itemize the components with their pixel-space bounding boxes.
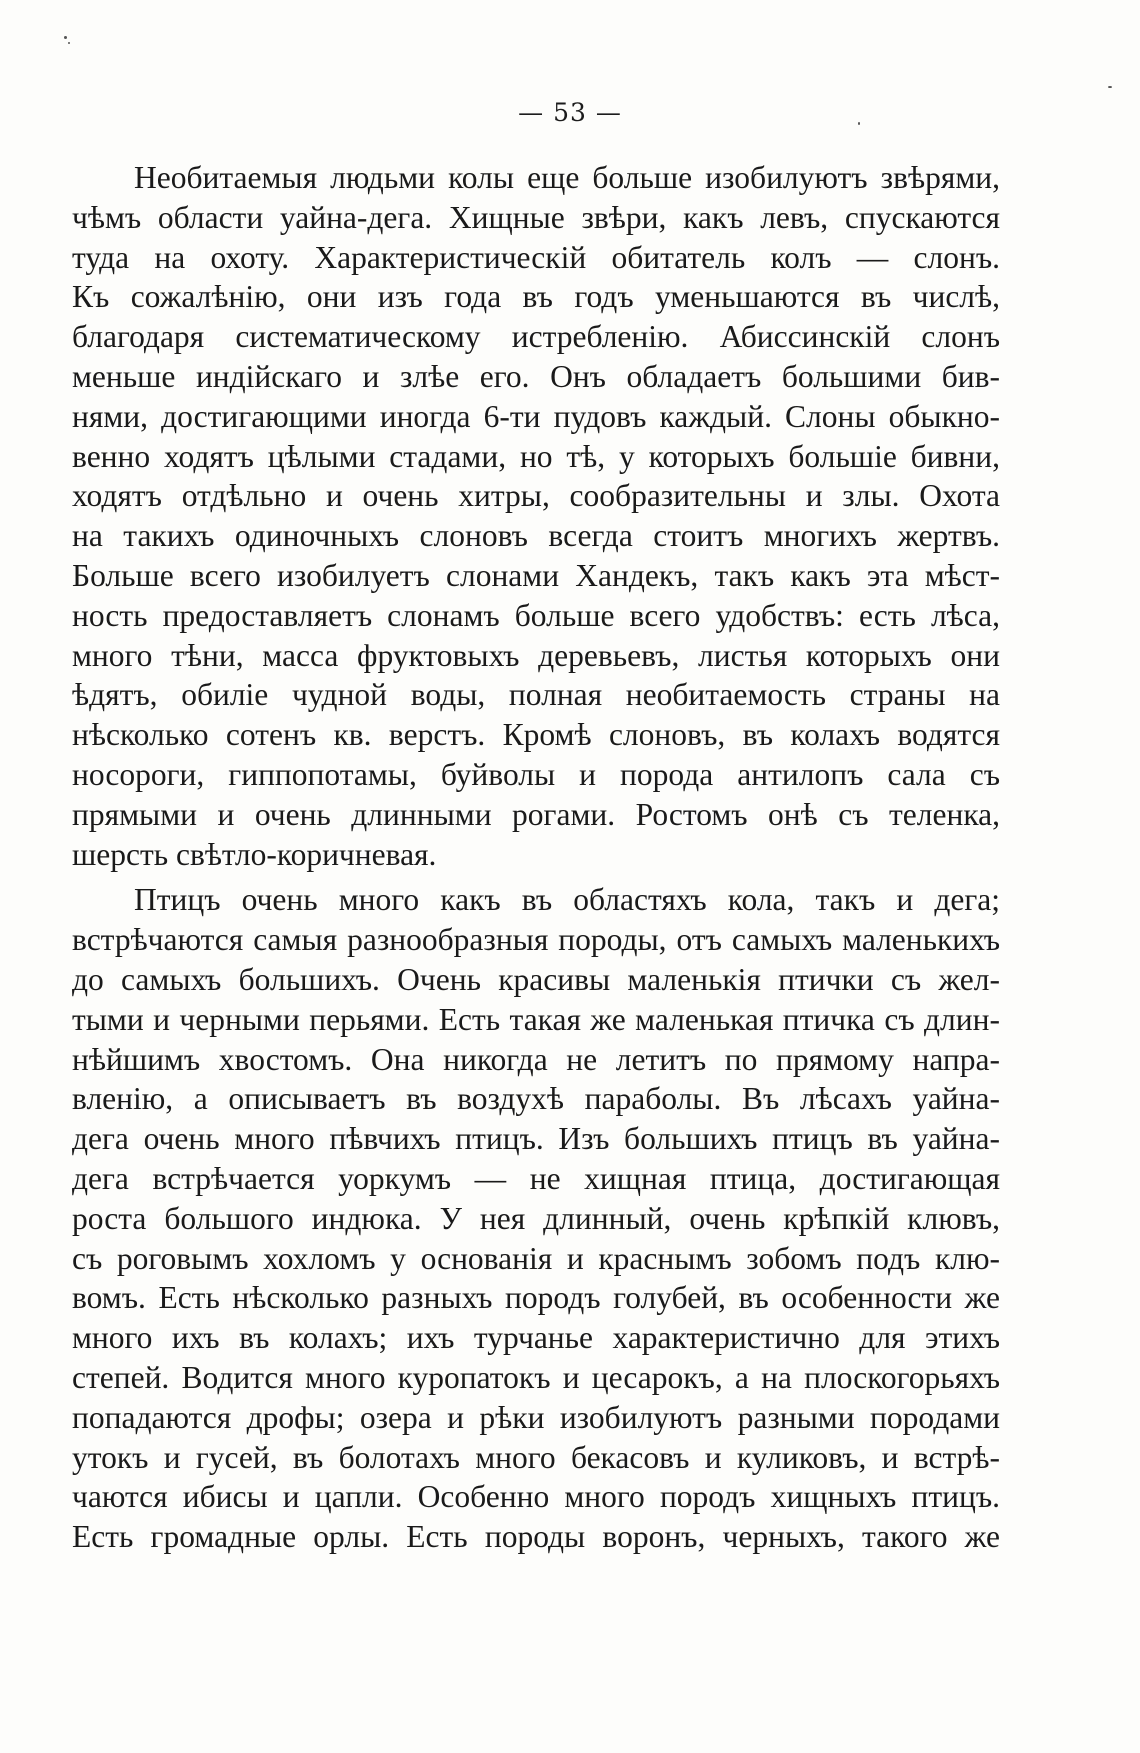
text-line: много тѣни, масса фруктовыхъ деревьевъ, листья которыхъ они [72,637,1000,673]
text-line: ность предоставляетъ слонамъ больше всего удобствъ: есть лѣса, [72,597,1000,633]
paragraph [72,158,1000,874]
text-line: венно ходятъ цѣлыми стадами, но тѣ, у которыхъ большіе бивни, [72,438,1000,474]
text-line: вленію, а описываетъ въ воздухѣ параболы. Въ лѣсахъ уайна- [72,1081,1000,1117]
text-line: нѣйшимъ хвостомъ. Она никогда не летитъ по прямому напра- [72,1041,1000,1077]
text-line: нѣсколько сотенъ кв. верстъ. Кромѣ слоновъ, въ колахъ водятся [72,717,1000,753]
text-line: дега встрѣчается уоркумъ — не хищная птица, достигающая [72,1160,1000,1196]
text-line: много ихъ въ колахъ; ихъ турчанье характеристично для этихъ [72,1320,1000,1356]
text-line: Больше всего изобилуетъ слонами Хандекъ, такъ какъ эта мѣст- [72,557,1000,593]
text-line: Необитаемыя людьми колы еще больше изобилуютъ звѣрями, [134,160,1000,195]
scan-speck [64,36,67,39]
text-line: встрѣчаются самыя разнообразныя породы, отъ самыхъ маленькихъ [72,922,1000,958]
text-line: вомъ. Есть нѣсколько разныхъ породъ голубей, въ особенности же [72,1280,1000,1316]
scan-speck [1108,86,1112,88]
text-line: прямыми и очень длинными рогами. Ростомъ онѣ съ теленка, [72,796,1000,832]
text-line: туда на охоту. Характеристическій обитатель колъ — слонъ. [72,239,1000,275]
text-line: Есть громадные орлы. Есть породы воронъ, черныхъ, такого же [72,1519,1000,1555]
text-line: утокъ и гусей, въ болотахъ много бекасовъ и куликовъ, и встрѣ- [72,1439,1000,1475]
scan-speck [68,42,70,44]
text-line: шерсть свѣтло-коричневая. [72,836,437,872]
text-line: степей. Водится много куропатокъ и цесарокъ, а на плоскогорьяхъ [72,1359,1000,1395]
body-text [72,158,1000,1557]
text-line: дега очень много пѣвчихъ птицъ. Изъ большихъ птицъ въ уайна- [72,1121,1000,1157]
text-line: Къ сожалѣнію, они изъ года въ годъ уменьшаются въ числѣ, [72,279,1000,315]
text-line: меньше индійскаго и злѣе его. Онъ обладаетъ большими бив- [72,358,1000,394]
text-line: ходятъ отдѣльно и очень хитры, сообразительны и злы. Охота [72,478,1000,514]
text-line: съ роговымъ хохломъ у основанія и краснымъ зобомъ подъ клю- [72,1240,1000,1276]
text-line: роста большого индюка. У нея длинный, очень крѣпкій клювъ, [72,1200,1000,1236]
text-line: тыми и черными перьями. Есть такая же маленькая птичка съ длин- [72,1001,1000,1037]
text-line: благодаря систематическому истребленію. Абиссинскій слонъ [72,319,1000,355]
text-line: чаются ибисы и цапли. Особенно много породъ хищныхъ птицъ. [72,1479,1000,1515]
text-line: до самыхъ большихъ. Очень красивы маленькія птички съ жел- [72,961,1000,997]
text-line: на такихъ одиночныхъ слоновъ всегда стоитъ многихъ жертвъ. [72,518,1000,554]
text-line: чѣмъ области уайна-дега. Хищные звѣри, какъ левъ, спускаются [72,199,1000,235]
text-line: нями, достигающими иногда 6-ти пудовъ каждый. Слоны обыкно- [72,398,1000,434]
page-number: — 53 — [518,98,622,127]
text-line: ѣдятъ, обиліе чудной воды, полная необитаемость страны на [72,677,1000,713]
text-line: попадаются дрофы; озера и рѣки изобилуютъ разными породами [72,1399,1000,1435]
text-line: Птицъ очень много какъ въ областяхъ кола, такъ и дега; [134,882,1000,918]
text-line: носороги, гиппопотамы, буйволы и порода антилопъ сала съ [72,756,1000,792]
paragraph [72,880,1000,1557]
